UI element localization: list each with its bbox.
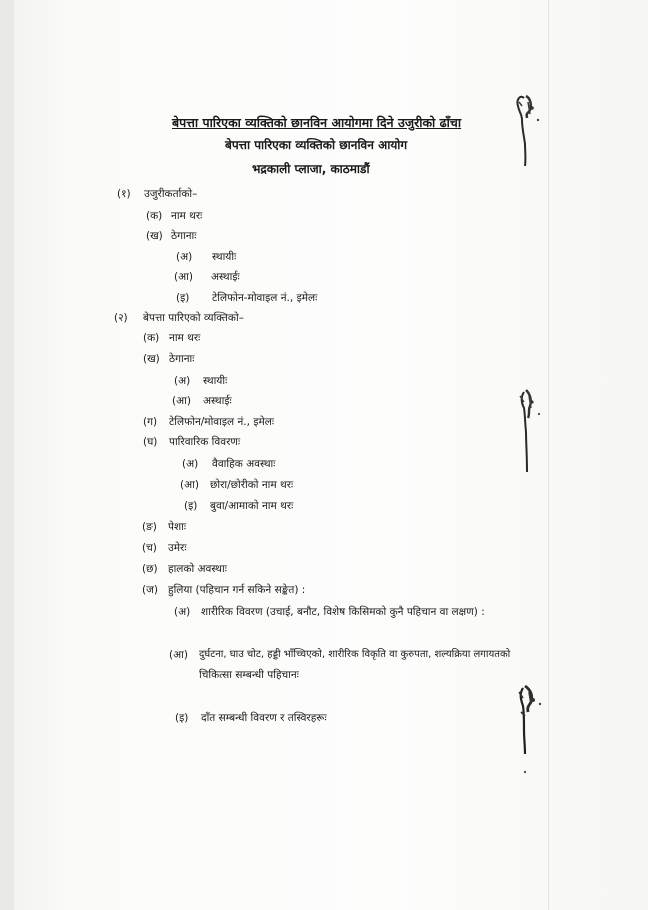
s2-item-chha-label: हालको अवस्थाः [168,563,227,575]
s2-sub-aa-marker: (आ) [172,395,191,407]
s2-item-nga-label: पेशाः [168,521,186,533]
section-2-number: (२) [114,312,128,324]
s2-ja-sub-i-label: दाँत सम्बन्धी विवरण र तस्विरहरूः [201,712,327,724]
s2-sub-a-marker: (अ) [174,375,191,387]
s2-ja-sub-a-label: शारीरिक विवरण (उचाई, बनौट, विशेष किसिमको कुनै पहिचान वा लक्षण) : [201,606,485,618]
s1-sub-a-label: स्थायीः [212,251,237,263]
s2-item-ja-label: हुलिया (पहिचान गर्न सकिने सङ्केत) : [168,584,306,596]
s1-item-kha-label: ठेगानाः [171,230,197,242]
s1-sub-aa-marker: (आ) [174,271,193,283]
s2-sub-aa-label: अस्थाईः [203,395,232,407]
s2-gha-sub-i-marker: (इ) [184,500,198,512]
s2-gha-sub-i-label: बुवा/आमाको नाम थरः [210,500,294,512]
s1-item-kha-marker: (ख) [146,230,163,242]
ink-smudge-bottom [511,682,553,778]
s2-gha-sub-aa-label: छोरा/छोरीको नाम थरः [210,479,294,491]
ink-smudge-top [510,92,552,172]
section-1-number: (१) [117,188,131,200]
s2-item-ka-marker: (क) [143,332,160,344]
commission-address: भद्रकाली प्लाजा, काठमाडौं [252,162,370,176]
s2-item-chha-marker: (छ) [142,563,158,575]
s2-item-ja-marker: (ज) [142,584,158,596]
s2-item-gha-label: पारिवारिक विवरणः [169,436,241,448]
s2-item-ga-marker: (ग) [143,416,158,428]
commission-name: बेपत्ता पारिएका व्यक्तिको छानविन आयोग [225,138,408,152]
s2-sub-a-label: स्थायीः [203,375,228,387]
s2-gha-sub-aa-marker: (आ) [180,479,199,491]
s2-item-kha-marker: (ख) [143,353,160,365]
s2-ja-sub-aa-marker: (आ) [169,649,188,661]
s2-item-ka-label: नाम थरः [169,332,201,344]
s2-item-kha-label: ठेगानाः [169,353,195,365]
s2-item-cha-marker: (च) [142,542,157,554]
section-1-title: उजुरीकर्ताको– [144,188,198,200]
s2-item-gha-marker: (घ) [143,436,158,448]
s1-item-ka-label: नाम थरः [171,210,203,222]
s1-item-ka-marker: (क) [146,210,163,222]
section-2-title: बेपत्ता पारिएको व्यक्तिको– [143,312,244,324]
s2-item-nga-marker: (ङ) [142,521,157,533]
s1-sub-aa-label: अस्थाईः [211,271,240,283]
ink-smudge-middle [512,388,552,478]
s1-sub-i-marker: (इ) [176,292,190,304]
s2-ja-sub-i-marker: (इ) [175,712,189,724]
s1-sub-i-label: टेलिफोन-मोवाइल नं., इमेलः [212,292,318,304]
s2-ja-sub-a-marker: (अ) [174,606,191,618]
s2-gha-sub-a-marker: (अ) [182,458,199,470]
s1-sub-a-marker: (अ) [176,251,193,263]
s2-item-ga-label: टेलिफोन/मोवाइल नं., इमेलः [169,416,274,428]
form-title: बेपत्ता पारिएका व्यक्तिको छानविन आयोगमा दिने उजुरीको ढाँचा [172,115,462,130]
s2-ja-sub-aa-label-line1: दुर्घटना, घाउ चोट, हड्डी भाँच्चिएको, शारीरिक विकृति वा कुरुपता, शल्यक्रिया लगायतको [199,649,511,660]
s2-ja-sub-aa-label-line2: चिकित्सा सम्बन्धी पहिचानः [199,669,299,681]
s2-item-cha-label: उमेरः [168,542,187,554]
s2-gha-sub-a-label: वैवाहिक अवस्थाः [212,458,276,470]
